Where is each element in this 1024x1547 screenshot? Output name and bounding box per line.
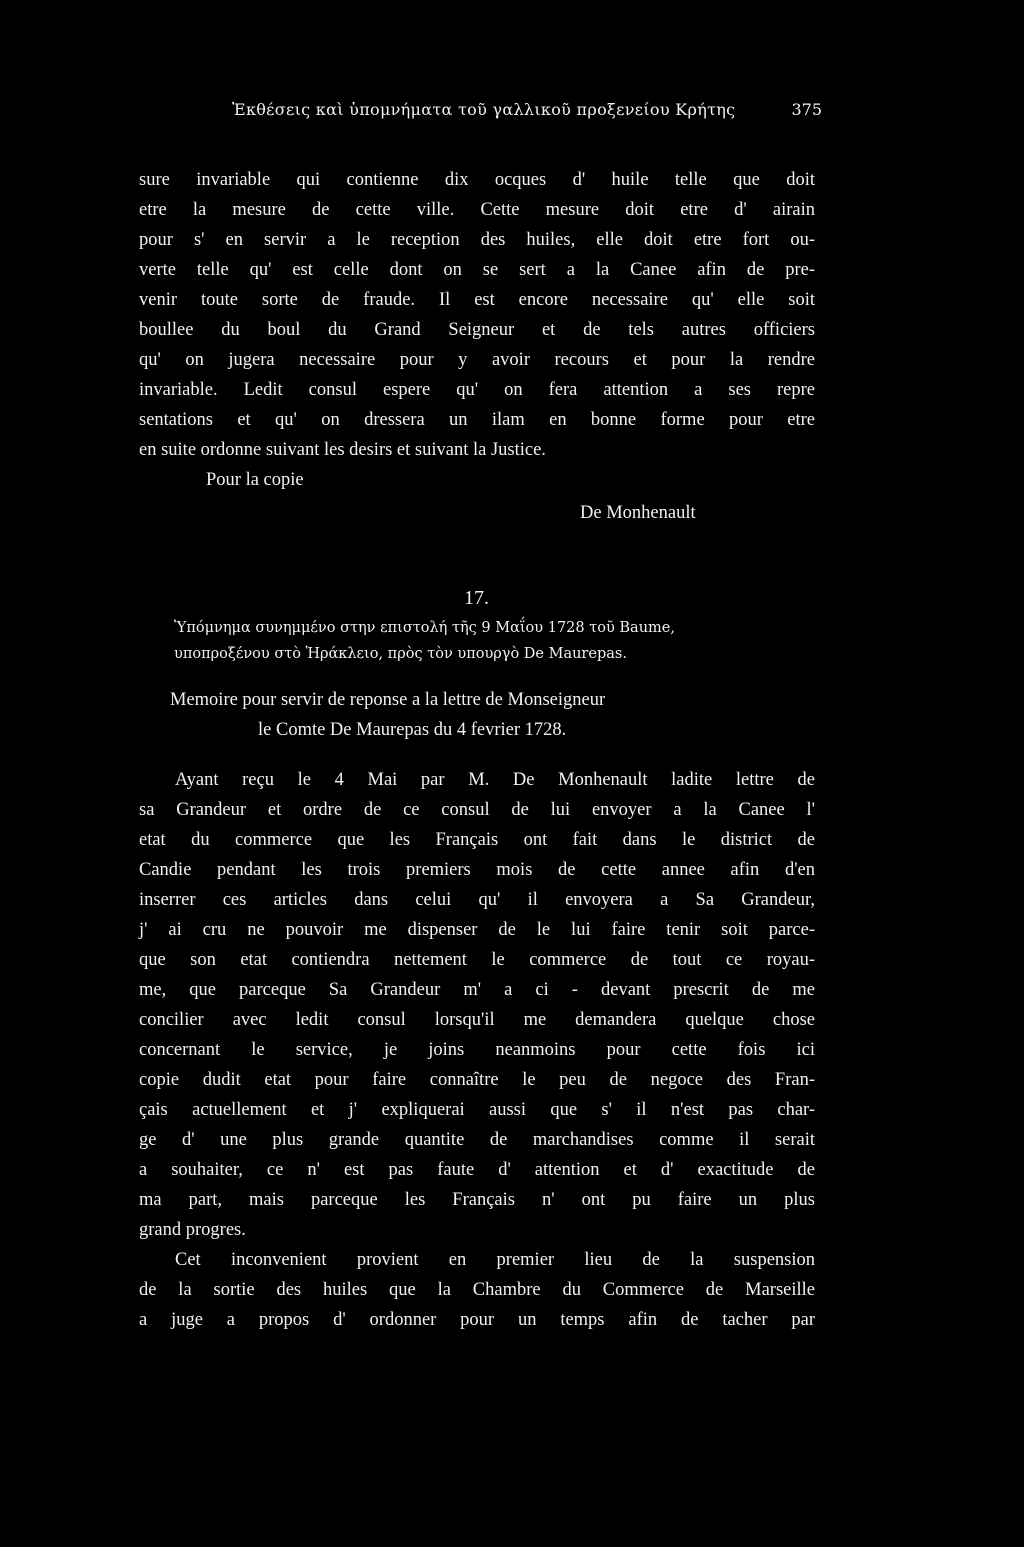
text-line: çais actuellement et j' expliquerai aussi que s' il n'est pas char- [139,1100,815,1120]
text-line: Candie pendant les trois premiers mois de cette annee afin d'en [139,860,815,880]
signature: De Monhenault [580,503,696,523]
text-line: venir toute sorte de fraude. Il est encore necessaire qu' elle soit [139,290,815,310]
text-line: concernant le service, je joins neanmoins pour cette fois ici [139,1040,815,1060]
text-line: Ayant reçu le 4 Mai par M. De Monhenault ladite lettre de [175,770,815,790]
text-line: copie dudit etat pour faire connaître le peu de negoce des Fran- [139,1070,815,1090]
text-line: a juge a propos d' ordonner pour un temps afin de tacher par [139,1310,815,1330]
text-line: verte telle qu' est celle dont on se sert a la Canee afin de pre- [139,260,815,280]
title-line: Memoire pour servir de reponse a la lettre de Monseigneur [170,690,606,710]
text-line: que son etat contiendra nettement le commerce de tout ce royau- [139,950,815,970]
text-line: sa Grandeur et ordre de ce consul de lui envoyer a la Canee l' [139,800,815,820]
text-line: concilier avec ledit consul lorsqu'il me demandera quelque chose [139,1010,815,1030]
caption-line: Ὑπόμνημα συνημμένο στην επιστολή τῆς 9 Μαΐου 1728 τοῦ Baume, [174,620,675,636]
text-line: ma part, mais parceque les Français n' ont pu faire un plus [139,1190,815,1210]
document-number: 17. [464,587,489,609]
text-line: Cet inconvenient provient en premier lieu de la suspension [175,1250,815,1270]
copy-note: Pour la copie [206,470,304,490]
page-number: 375 [791,100,822,119]
text-line: qu' on jugera necessaire pour y avoir recours et pour la rendre [139,350,815,370]
text-line: a souhaiter, ce n' est pas faute d' attention et d' exactitude de [139,1160,815,1180]
text-line: etre la mesure de cette ville. Cette mesure doit etre d' airain [139,200,815,220]
text-line: pour s' en servir a le reception des huiles, elle doit etre fort ou- [139,230,815,250]
text-line: inserrer ces articles dans celui qu' il envoyera a Sa Grandeur, [139,890,815,910]
text-line: en suite ordonne suivant les desirs et suivant la Justice. [139,440,546,460]
caption-line: υποπροξένου στὸ Ἡράκλειο, πρὸς τὸν υπουργὸ De Maurepas. [174,646,627,662]
text-line: invariable. Ledit consul espere qu' on fera attention a ses repre [139,380,815,400]
running-title: Ἐκθέσεις καὶ ὑπομνήματα τοῦ γαλλικοῦ προξενείου Κρήτης [232,100,736,119]
text-line: grand progres. [139,1220,246,1240]
text-line: j' ai cru ne pouvoir me dispenser de le lui faire tenir soit parce- [139,920,815,940]
text-line: ge d' une plus grande quantite de marchandises comme il serait [139,1130,815,1150]
text-line: de la sortie des huiles que la Chambre du Commerce de Marseille [139,1280,815,1300]
text-line: etat du commerce que les Français ont fait dans le district de [139,830,815,850]
text-line: boullee du boul du Grand Seigneur et de tels autres officiers [139,320,815,340]
text-line: sentations et qu' on dressera un ilam en bonne forme pour etre [139,410,815,430]
title-line: le Comte De Maurepas du 4 fevrier 1728. [258,720,567,740]
text-line: me, que parceque Sa Grandeur m' a ci - devant prescrit de me [139,980,815,1000]
text-line: sure invariable qui contienne dix ocques d' huile telle que doit [139,170,815,190]
